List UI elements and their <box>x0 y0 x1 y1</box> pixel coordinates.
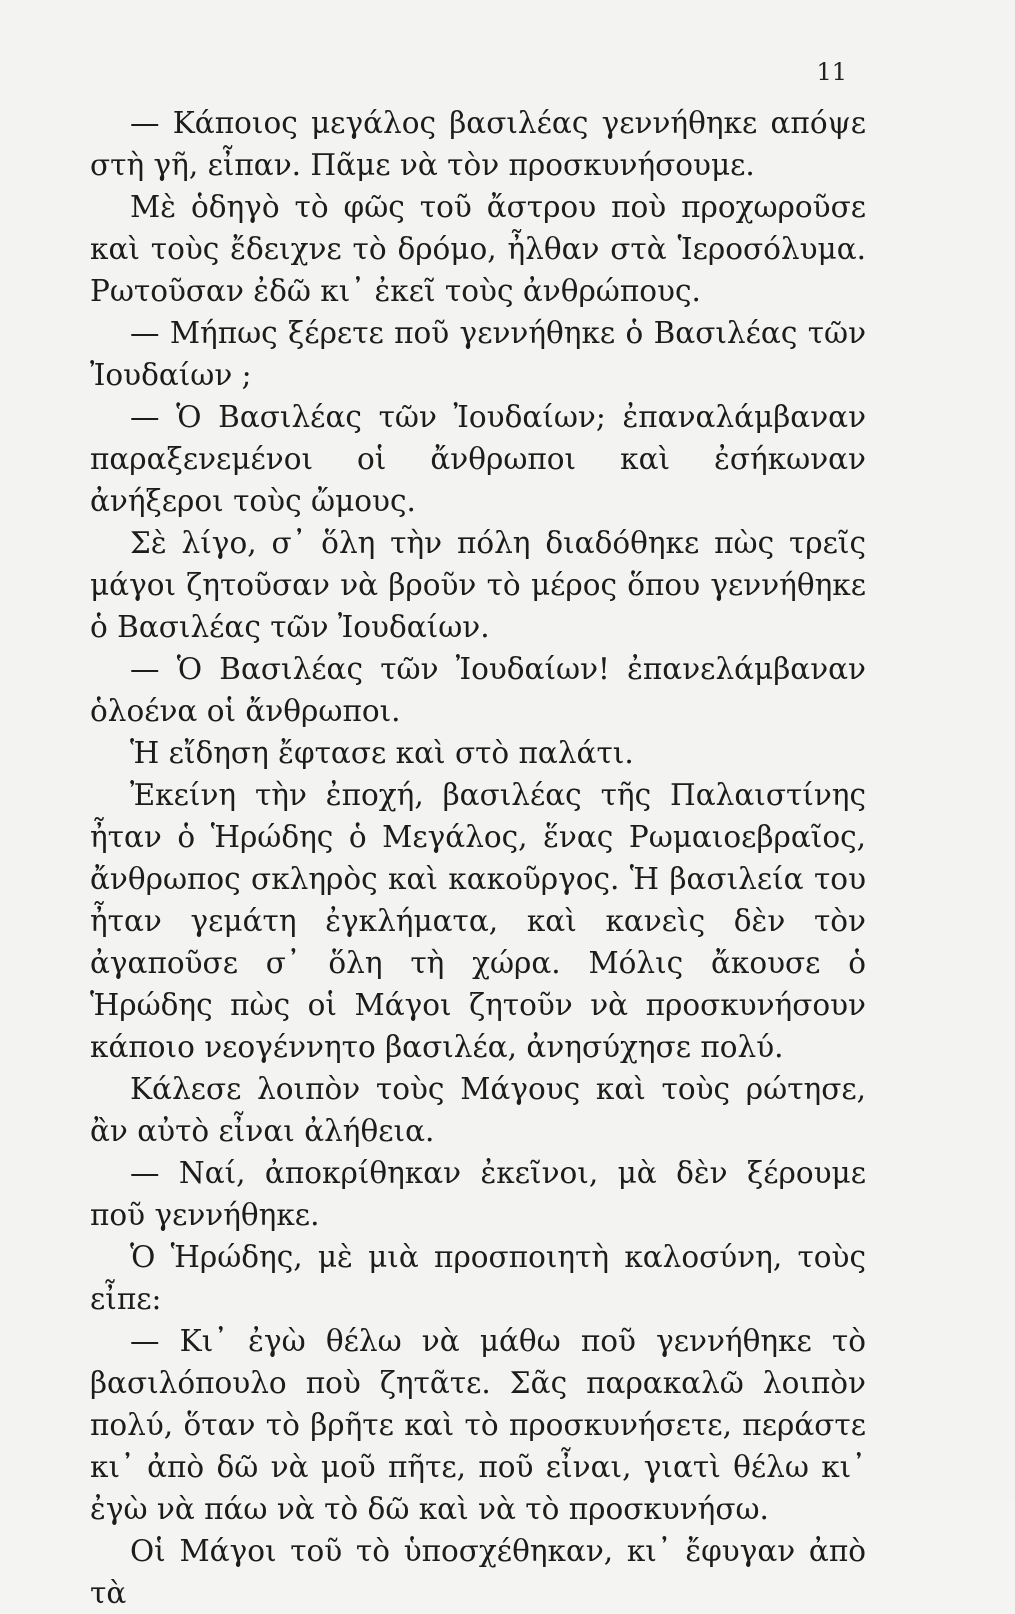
paragraph: Ἡ εἴδηση ἔφτασε καὶ στὸ παλάτι. <box>130 736 634 770</box>
paragraph: Σὲ λίγο, σ᾿ ὅλη τὴν πόλη διαδόθηκε πὼς τρεῖς μάγοι ζητοῦσαν νὰ βροῦν τὸ μέρος ὅπου γεννήθηκε ὁ Βασιλέας τῶν Ἰουδαίων. <box>90 526 866 644</box>
paragraph: — Μήπως ξέρετε ποῦ γεννήθηκε ὁ Βασιλέας τῶν Ἰουδαίων ; <box>90 316 866 392</box>
paragraph: Ἐκείνη τὴν ἐποχή, βασιλέας τῆς Παλαιστίνης ἦταν ὁ Ἡρώδης ὁ Μεγάλος, ἕνας Ρωμαιοεβραῖος, ἄνθρωπος σκληρὸς καὶ κακοῦργος. Ἡ βασιλεία του ἦταν γεμάτη ἐγκλήματα, καὶ κανεὶς δὲν τὸν ἀγαποῦσε σ᾿ ὅλη τὴ χώρα. Μόλις ἄκουσε ὁ Ἡρώδης πὼς οἱ Μάγοι ζητοῦν νὰ προσκυνήσουν κάποιο νεογέννητο βασιλέα, ἀνησύχησε πολύ. <box>90 778 866 1064</box>
paragraph: Οἱ Μάγοι τοῦ τὸ ὑποσχέθηκαν, κι᾿ ἔφυγαν ἀπὸ τὰ <box>90 1534 866 1610</box>
paragraph: Ὁ Ἡρώδης, μὲ μιὰ προσποιητὴ καλοσύνη, τοὺς εἶπε: <box>90 1240 866 1316</box>
paragraph: — Ὁ Βασιλέας τῶν Ἰουδαίων! ἐπανελάμβαναν ὁλοένα οἱ ἄνθρωποι. <box>90 652 866 728</box>
paragraph: — Ναί, ἀποκρίθηκαν ἐκεῖνοι, μὰ δὲν ξέρουμε ποῦ γεννήθηκε. <box>90 1156 866 1232</box>
paragraph: Μὲ ὁδηγὸ τὸ φῶς τοῦ ἄστρου ποὺ προχωροῦσε καὶ τοὺς ἔδειχνε τὸ δρόμο, ἦλθαν στὰ Ἱεροσόλυμα. Ρωτοῦσαν ἐδῶ κι᾿ ἐκεῖ τοὺς ἀνθρώπους. <box>90 190 866 308</box>
body-text <box>90 102 866 1614</box>
paragraph: Κάλεσε λοιπὸν τοὺς Μάγους καὶ τοὺς ρώτησε, ἂν αὐτὸ εἶναι ἀλήθεια. <box>90 1072 866 1148</box>
paragraph: — Κάποιος μεγάλος βασιλέας γεννήθηκε απόψε στὴ γῆ, εἶπαν. Πᾶμε νὰ τὸν προσκυνήσουμε. <box>90 106 866 182</box>
paragraph: — Ὁ Βασιλέας τῶν Ἰουδαίων; ἐπαναλάμβαναν παραξενεμένοι οἱ ἄνθρωποι καὶ ἐσήκωναν ἀνήξεροι τοὺς ὤμους. <box>90 400 866 518</box>
paragraph: — Κι᾿ ἐγὼ θέλω νὰ μάθω ποῦ γεννήθηκε τὸ βασιλόπουλο ποὺ ζητᾶτε. Σᾶς παρακαλῶ λοιπὸν πολύ, ὅταν τὸ βρῆτε καὶ τὸ προσκυνήσετε, περάστε κι᾿ ἀπὸ δῶ νὰ μοῦ πῆτε, ποῦ εἶναι, γιατὶ θέλω κι᾿ ἐγὼ νὰ πάω νὰ τὸ δῶ καὶ νὰ τὸ προσκυνήσω. <box>90 1324 866 1526</box>
page-number: 11 <box>816 58 847 86</box>
